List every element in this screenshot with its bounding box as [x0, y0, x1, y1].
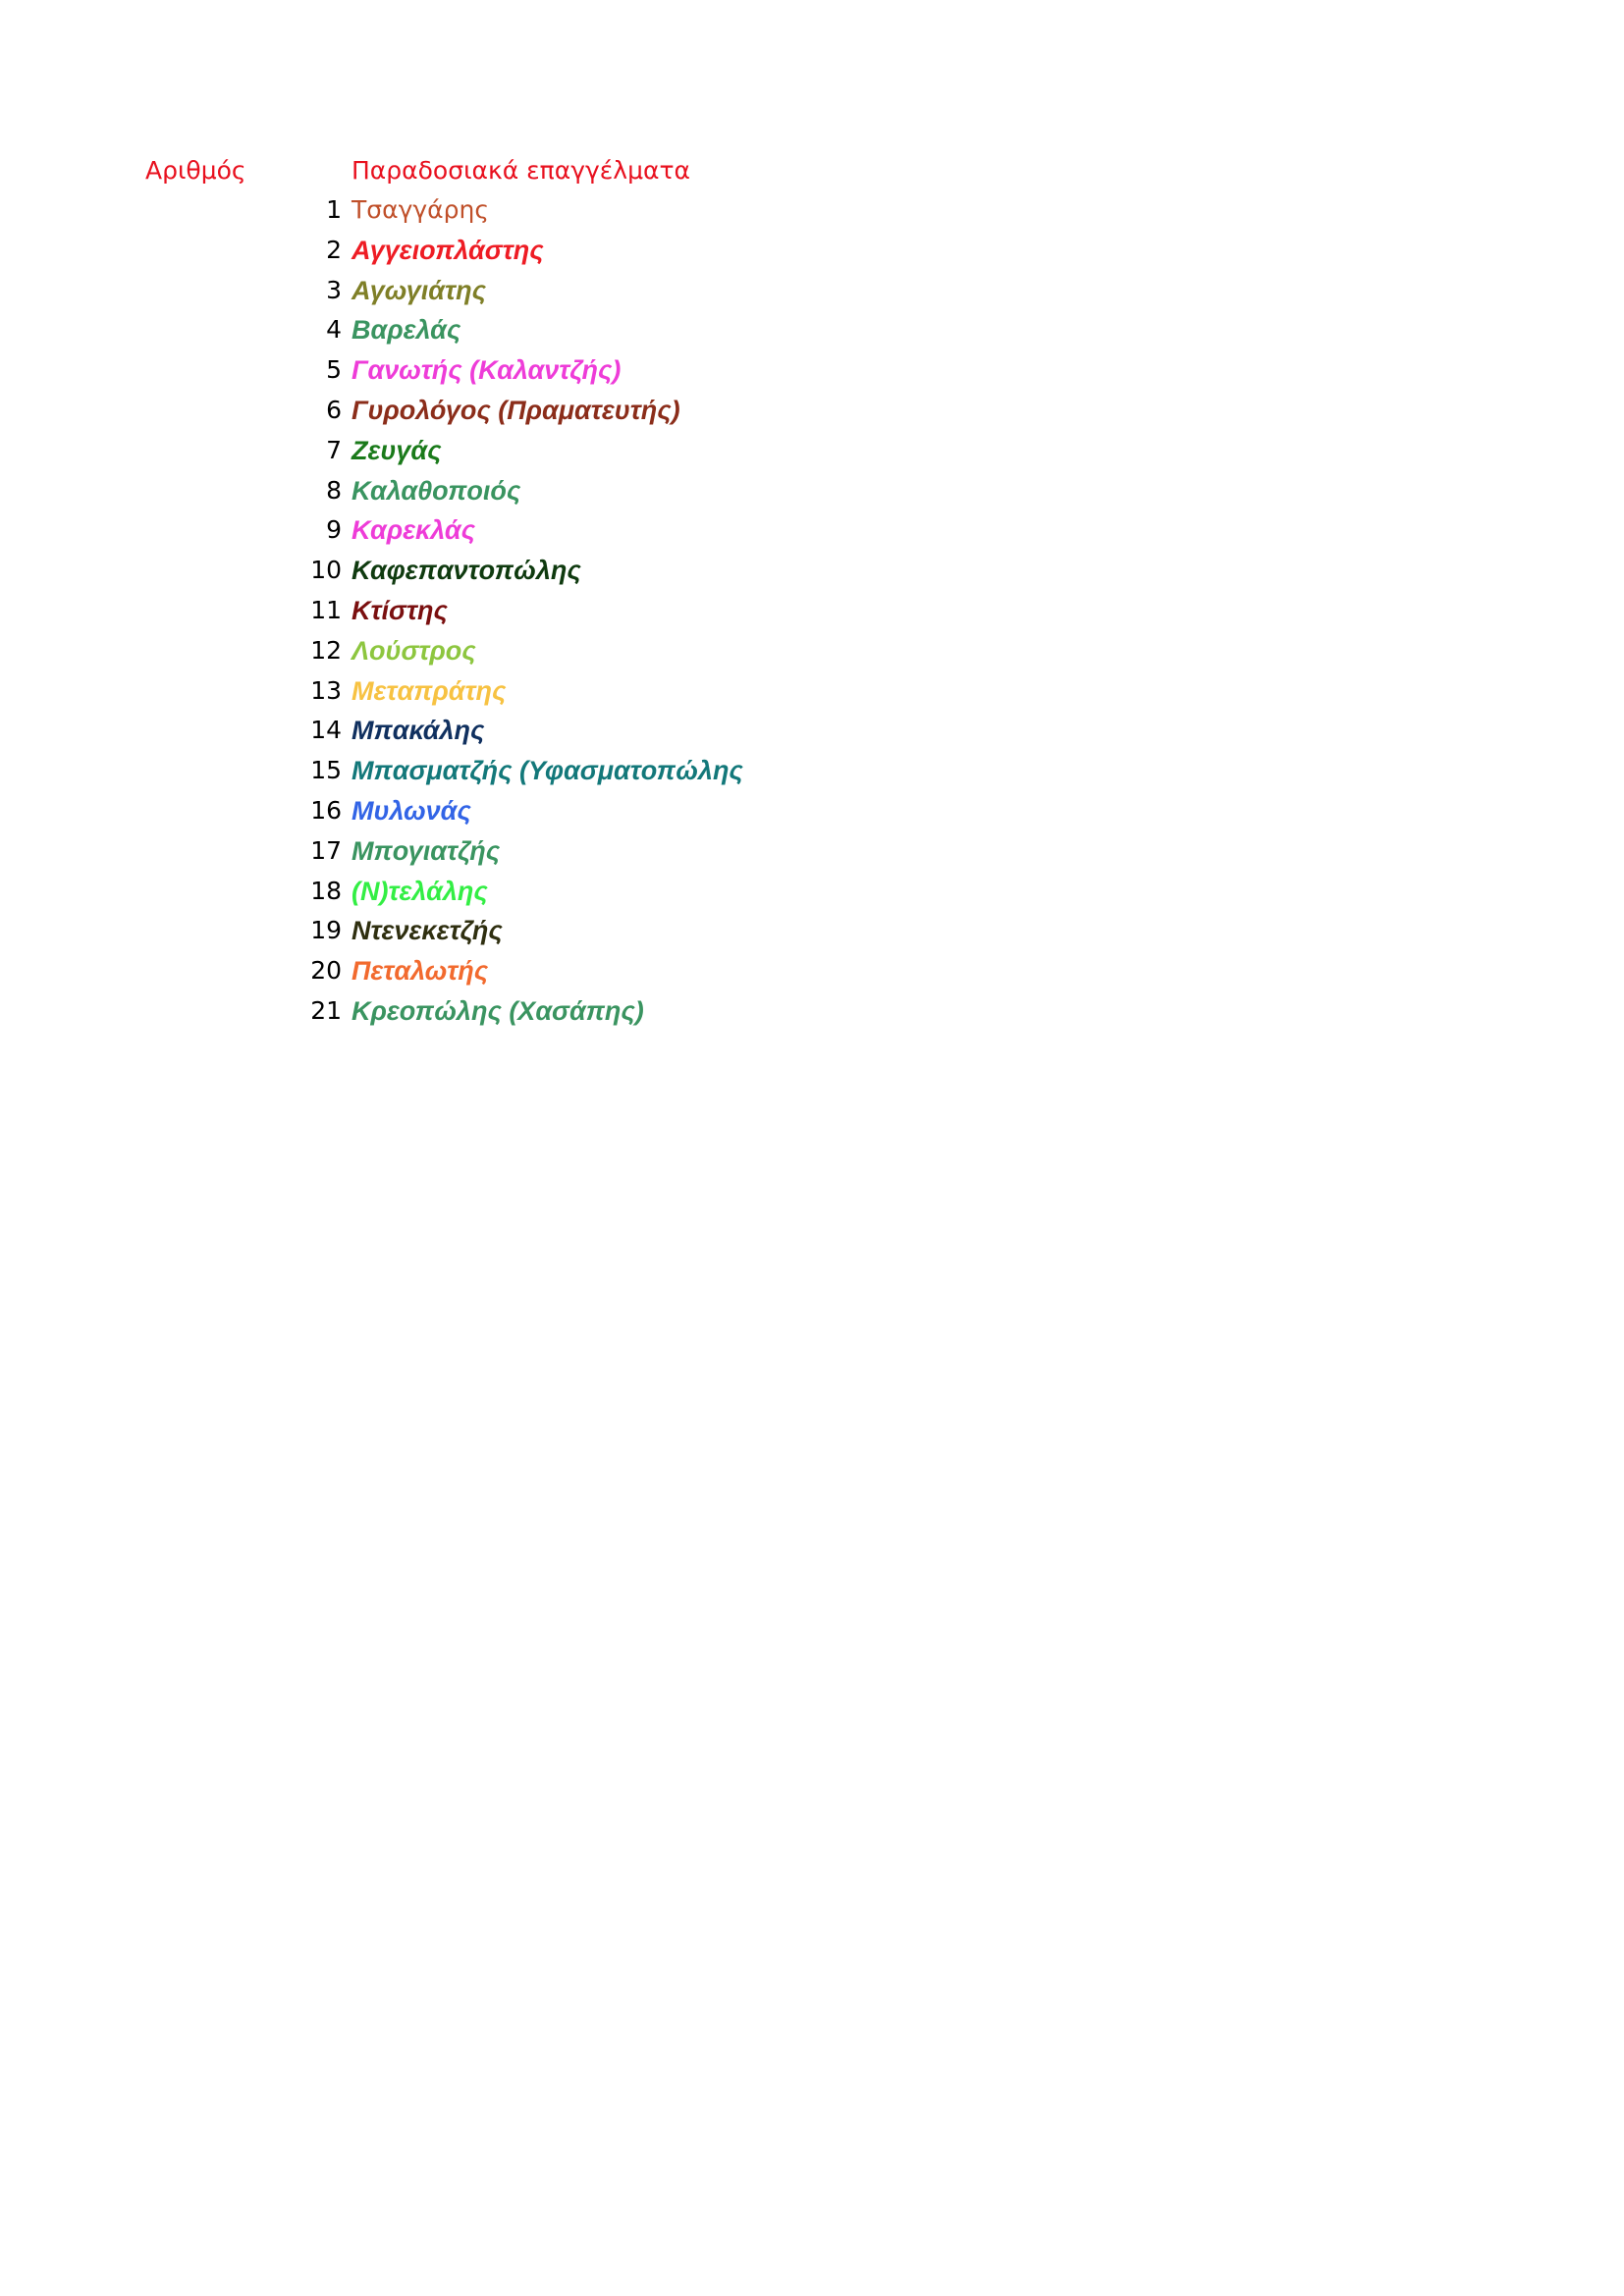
row-number: 7	[326, 435, 342, 464]
profession-name: Ζευγάς	[352, 435, 442, 465]
list-row	[0, 633, 1624, 673]
row-number: 19	[310, 916, 342, 945]
header-profession-label: Παραδοσιακά επαγγέλματα	[352, 156, 691, 185]
list-row	[0, 312, 1624, 352]
list-row	[0, 953, 1624, 993]
profession-name: Κτίστης	[352, 595, 448, 625]
profession-name: Λούστρος	[352, 635, 476, 666]
row-number: 4	[326, 315, 342, 345]
profession-name: Αγωγιάτης	[352, 275, 486, 305]
profession-name: Μεταπράτης	[352, 675, 507, 706]
row-number: 12	[310, 635, 342, 665]
profession-name: Τσαγγάρης	[352, 195, 490, 224]
list-row	[0, 793, 1624, 833]
row-number: 10	[310, 556, 342, 585]
list-row	[0, 553, 1624, 593]
list-row	[0, 753, 1624, 793]
header-number-label: Αριθμός	[145, 156, 246, 185]
row-number: 21	[310, 995, 342, 1025]
profession-list	[0, 192, 1624, 1034]
row-number: 6	[326, 395, 342, 424]
list-row	[0, 913, 1624, 953]
profession-name: Αγγειοπλάστης	[352, 235, 544, 265]
profession-name: Μπακάλης	[352, 716, 485, 746]
row-number: 15	[310, 756, 342, 785]
profession-name: Ντενεκετζής	[352, 916, 503, 946]
list-row	[0, 874, 1624, 914]
row-number: 1	[326, 195, 342, 224]
list-row	[0, 713, 1624, 753]
row-number: 11	[310, 595, 342, 624]
profession-name: Μυλωνάς	[352, 795, 471, 826]
profession-name: Γυρολόγος (Πραματευτής)	[352, 395, 680, 425]
profession-name: Γανωτής (Καλαντζής)	[352, 355, 622, 386]
row-number: 18	[310, 876, 342, 905]
list-row	[0, 473, 1624, 513]
profession-name: (Ν)τελάλης	[352, 876, 488, 906]
list-row	[0, 233, 1624, 273]
row-number: 2	[326, 235, 342, 264]
profession-name: Καλαθοποιός	[352, 475, 521, 506]
row-number: 8	[326, 475, 342, 505]
row-number: 13	[310, 675, 342, 705]
list-row	[0, 512, 1624, 553]
list-row	[0, 993, 1624, 1034]
row-number: 3	[326, 275, 342, 304]
list-row	[0, 673, 1624, 714]
list-row	[0, 833, 1624, 874]
profession-name: Μπογιατζής	[352, 835, 501, 866]
profession-name: Καρεκλάς	[352, 515, 476, 546]
list-row	[0, 433, 1624, 473]
row-number: 14	[310, 716, 342, 745]
row-number: 17	[310, 835, 342, 865]
list-row	[0, 593, 1624, 633]
list-row	[0, 192, 1624, 233]
list-row	[0, 273, 1624, 313]
row-number: 16	[310, 795, 342, 825]
profession-name: Κρεοπώλης (Χασάπης)	[352, 995, 644, 1026]
profession-name: Βαρελάς	[352, 315, 461, 346]
row-number: 5	[326, 355, 342, 385]
profession-name: Πεταλωτής	[352, 956, 489, 987]
list-row	[0, 352, 1624, 393]
row-number: 20	[310, 956, 342, 986]
profession-name: Καφεπαντοπώλης	[352, 556, 581, 586]
list-row	[0, 393, 1624, 433]
row-number: 9	[326, 515, 342, 545]
profession-name: Μπασματζής (Υφασματοπώλης	[352, 756, 743, 786]
